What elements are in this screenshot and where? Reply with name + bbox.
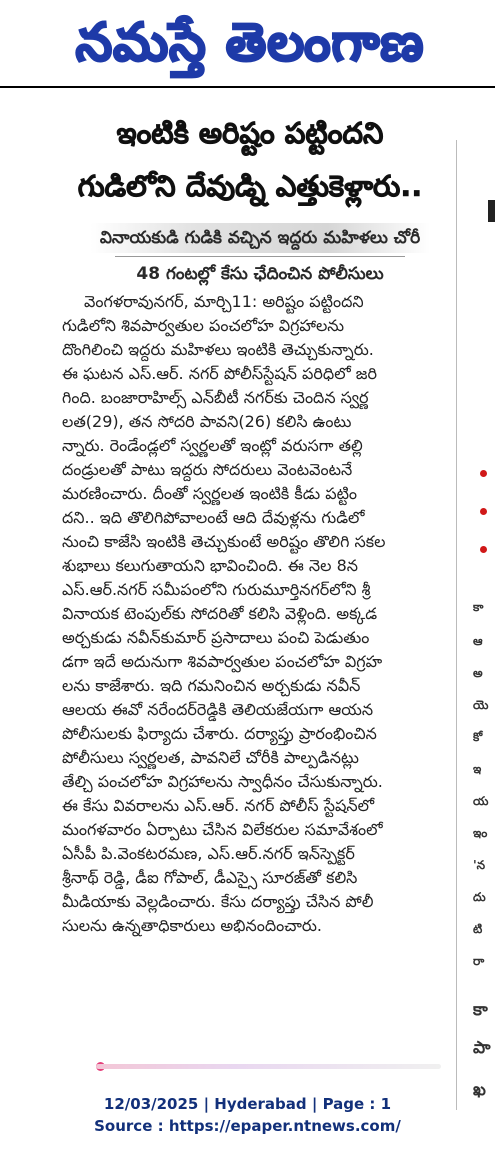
bullet-dot — [480, 470, 487, 477]
article-line: మీడియాకు వెల్లడించారు. కేసు దర్యాప్తు చేసిన పోలీ — [62, 892, 374, 911]
adjacent-text-fragment: 'న — [473, 858, 486, 872]
footer-source: Source : https://epaper.ntnews.com/ — [94, 1117, 401, 1135]
article-line: ఈ కేసు వివరాలను ఎస్.ఆర్. నగర్ పోలీస్ స్టేషన్‌లో — [62, 796, 375, 815]
adjacent-text-fragment: ఆ — [473, 634, 483, 648]
headline-line-1: ఇంటికి అరిష్టం పట్టిందని — [116, 116, 384, 150]
article-line: నుంచి కాజేసి ఇంటికి తెచ్చుకుంటే అరిష్టం తొలిగి సకల — [62, 532, 386, 551]
article-line: దని.. ఇది తొలిగిపోవాలంటే ఆది దేవుళ్లను గుడిలో — [62, 508, 365, 527]
adjacent-text-fragment: ఇ — [473, 762, 482, 776]
masthead-rule — [0, 86, 495, 88]
article-line: తేల్చి పంచలోహ విగ్రహాలను స్వాధీనం చేసుకున్నారు. — [62, 772, 383, 791]
article-line: అర్చకుడు నవీన్‌కుమార్ ప్రసాదాలు పంచి పెడుతుం — [62, 628, 370, 647]
adjacent-text-fragment: కో — [473, 730, 483, 744]
adjacent-text-fragment: ఇం — [473, 826, 488, 840]
masthead-title: నమస్తే తెలంగాణ — [75, 13, 425, 73]
article-line: శుభాలు కలుగుతాయని భావించింది. ఈ నెల 8న — [62, 556, 358, 575]
article-line: ఆలయ ఈవో నరేందర్‌రెడ్డికి తెలియజేయగా ఆయన — [62, 700, 374, 719]
article-line: మరణించారు. దీంతో స్వర్ణలత ఇంటికి కీడు పట్టిం — [62, 484, 358, 503]
article-body — [62, 290, 450, 938]
adjacent-text-fragment: రా — [473, 954, 485, 968]
article-line: లను కాజేశారు. ఇది గమనించిన అర్చకుడు నవీన్ — [62, 676, 361, 695]
article-line: దండ్రులతో పాటు ఇద్దరు సోదరులు వెంటవెంటనే — [62, 460, 353, 479]
article-line: ఈ ఘటన ఎస్.ఆర్. నగర్ పోలీస్‌స్టేషన్ పరిధిలో జరి — [62, 364, 377, 383]
footer-date-page: 12/03/2025 | Hyderabad | Page : 1 — [103, 1095, 392, 1113]
adjacent-text-fragment: యె — [473, 698, 489, 712]
article-line: గింది. బంజారాహిల్స్ ఎన్‌బీటీ నగర్‌కు చెందిన స్వర్ణ — [62, 388, 369, 407]
article-line: డగా ఇదే అదునుగా శివపార్వతుల పంచలోహ విగ్రహ — [62, 652, 383, 671]
article-line: శ్రీనాథ్ రెడ్డి, డీఐ గోపాల్, డీఎస్సై సూరజ్‌తో కలిసి — [62, 868, 358, 887]
adjacent-text-fragment: ఖ — [473, 1080, 486, 1100]
subheadline-1: వినాయకుడి గుడికి వచ్చిన ఇద్దరు మహిళలు చోరీ — [90, 223, 430, 253]
adjacent-text-fragment: కా — [473, 600, 484, 614]
headline-line-2: గుడిలోని దేవుడ్ని ఎత్తుకెళ్లారు.. — [77, 169, 423, 203]
adjacent-text-fragment: దు — [473, 890, 486, 904]
article-line: ఏసీపీ పి.వెంకటరమణ, ఎస్.ఆర్.నగర్ ఇన్‌స్పెక్టర్ — [62, 844, 355, 863]
article-line: వినాయక టెంపుల్‌కు సోదరితో కలిసి వెళ్లింది. అక్కడ — [62, 604, 378, 623]
bullet-dot — [480, 508, 487, 515]
bullet-dot — [480, 546, 487, 553]
article-line: న్నారు. రెండేండ్లలో స్వర్ణలతో ఇంట్లో వరుసగా తల్లి — [62, 436, 363, 455]
article-line: మంగళవారం ఏర్పాటు చేసిన విలేకరుల సమావేశంలో — [62, 820, 383, 839]
adjacent-text-fragment: టి — [473, 922, 483, 936]
article-line: ఎస్.ఆర్.నగర్ సమీపంలోని గురుమూర్తినగర్‌లోని శ్రీ — [62, 580, 371, 599]
article-line: పోలీసులు స్వర్ణలత, పావనిలే చోరీకి పాల్పడినట్లు — [62, 748, 359, 767]
article-line: దొంగిలించి ఇద్దరు మహిళలు ఇంటికి తెచ్చుకున్నారు. — [62, 340, 374, 359]
article-line: సులను ఉన్నతాధికారులు అభినందించారు. — [62, 916, 323, 935]
adjacent-text-fragment: య — [473, 794, 489, 808]
article-line: గుడిలోని శివపార్వతుల పంచలోహ విగ్రహాలను — [62, 316, 345, 335]
article-line: పోలీసులకు ఫిర్యాదు చేశారు. దర్యాప్తు ప్రారంభించిన — [62, 724, 377, 743]
article-end-rule — [96, 1064, 441, 1069]
subheadline-2: 48 గంటల్లో కేసు ఛేదించిన పోలీసులు — [136, 264, 384, 284]
adjacent-column-mark — [488, 200, 495, 222]
column-divider — [456, 140, 457, 1110]
adjacent-text-fragment: అ — [473, 666, 483, 680]
adjacent-text-fragment: కా — [473, 1000, 488, 1020]
article-line: వెంగళరావునగర్, మార్చి11: అరిష్టం పట్టిందని — [84, 292, 364, 311]
adjacent-text-fragment: పా — [473, 1038, 491, 1058]
article-line: లత(29), తన సోదరి పావని(26) కలిసి ఉంటు — [62, 412, 352, 431]
subheadline-divider — [115, 256, 405, 257]
